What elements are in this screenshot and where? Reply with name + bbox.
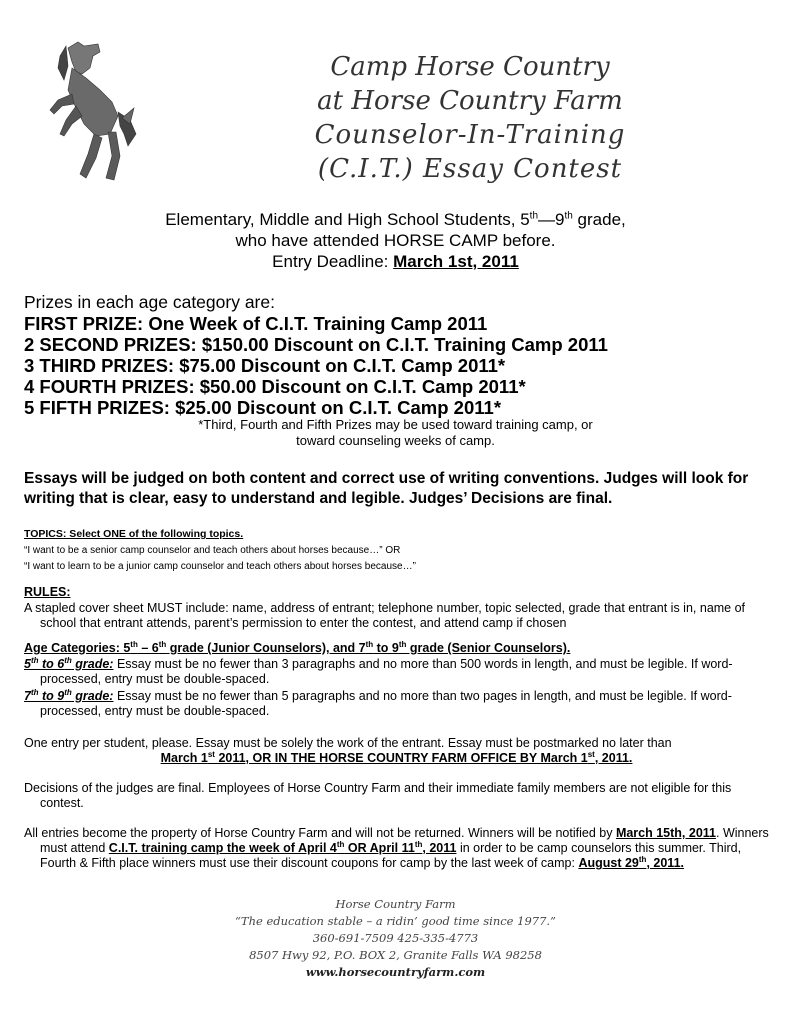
prize-second: 2 SECOND PRIZES: $150.00 Discount on C.I.T. Training Camp 2011 [24,334,608,355]
eligibility-intro [0,209,791,272]
rules-heading: RULES: [24,585,71,599]
attendance-line: who have attended HORSE CAMP before. [235,231,556,250]
topic-junior: “I want to learn to be a junior camp counselor and teach others about horses because…” [24,561,416,572]
rearing-horse-logo [38,38,138,186]
farm-website-link[interactable]: www.horsecountryfarm.com [305,965,486,979]
eligibility-line: Elementary, Middle and High School Students, 5th—9th grade, [165,210,626,229]
rule-age-categories: Age Categories: 5th – 6th grade (Junior Counselors), and 7th to 9th grade (Senior Counselors). [24,639,571,655]
deadline-date: March 1st, 2011 [393,252,519,271]
rule-entries-property: All entries become the property of Horse Country Farm and will not be returned. Winners will be notified by March 15th, 2011. Winners must attend C.I.T. training camp the week of April 4th OR April 11th, 2011 in order to be camp counselors this summer. Third, Fourth & Fifth place winners must use their discount coupons for camp by the last week of camp: August 29th, 2011. [24,826,769,870]
farm-name: Horse Country Farm [335,897,456,911]
judging-criteria: Essays will be judged on both content and correct use of writing conventions. Judges will look for writing that is clear, easy to understand and legible. Judges’ Decisions are final. [24,470,749,507]
topic-senior: “I want to be a senior camp counselor and teach others about horses because…” OR [24,545,401,556]
title-line-1: Camp Horse Country [330,52,610,82]
postmark-deadline: March 1st 2011, OR IN THE HORSE COUNTRY FARM OFFICE BY March 1st, 2011. [160,749,633,765]
rule-cover-sheet: A stapled cover sheet MUST include: name, address of entrant; telephone number, topic selected, grade that entrant is in, name of school that entrant attends, parent’s permission to enter the contest, and attend camp if chosen [24,601,746,630]
rule-senior-grade: 7th to 9th grade: Essay must be no fewer than 5 paragraphs and no more than two pages in length, and must be legible. If word-processed, entry must be double-spaced. [24,687,732,718]
rule-decisions: Decisions of the judges are final. Employees of Horse Country Farm and their immediate family members are not eligible for this contest. [24,781,732,810]
deadline-line: Entry Deadline: March 1st, 2011 [272,252,519,271]
prize-third: 3 THIRD PRIZES: $75.00 Discount on C.I.T. Camp 2011* [24,355,506,376]
rule-junior-grade: 5th to 6th grade: Essay must be no fewer than 3 paragraphs and no more than 500 words in length, and must be legible. If word-processed, entry must be double-spaced. [24,655,733,686]
prize-fifth: 5 FIFTH PRIZES: $25.00 Discount on C.I.T. Camp 2011* [24,397,502,418]
prize-first: FIRST PRIZE: One Week of C.I.T. Training Camp 2011 [24,313,488,334]
farm-tagline: “The education stable – a ridin’ good time since 1977.” [235,914,556,928]
cit-camp-dates: C.I.T. training camp the week of April 4th OR April 11th, 2011 [108,839,457,855]
title-line-4: (C.I.T.) Essay Contest [317,154,623,184]
notify-date: March 15th, 2011 [615,826,716,840]
rule-one-entry: One entry per student, please. Essay must be solely the work of the entrant. Essay must be postmarked no later than March 1st 2011, OR IN THE HORSE COUNTRY FARM OFFICE BY March 1st, 2011. [24,736,769,766]
topics-heading: TOPICS: Select ONE of the following topics. [24,528,244,540]
prizes-intro: Prizes in each age category are: [24,292,275,312]
farm-address: 8507 Hwy 92, P.O. BOX 2, Granite Falls WA 98258 [249,948,542,962]
discount-deadline: August 29th, 2011. [578,854,684,870]
prize-footnote: *Third, Fourth and Fifth Prizes may be used toward training camp, or toward counseling weeks of camp. [198,417,593,448]
prize-fourth: 4 FOURTH PRIZES: $50.00 Discount on C.I.T. Camp 2011* [24,376,526,397]
contest-title [290,50,650,186]
farm-phones: 360-691-7509 425-335-4773 [312,931,479,945]
title-line-2: at Horse Country Farm [317,86,623,116]
farm-contact-footer [0,896,791,981]
title-line-3: Counselor-In-Training [314,120,626,150]
horse-icon [38,38,138,186]
